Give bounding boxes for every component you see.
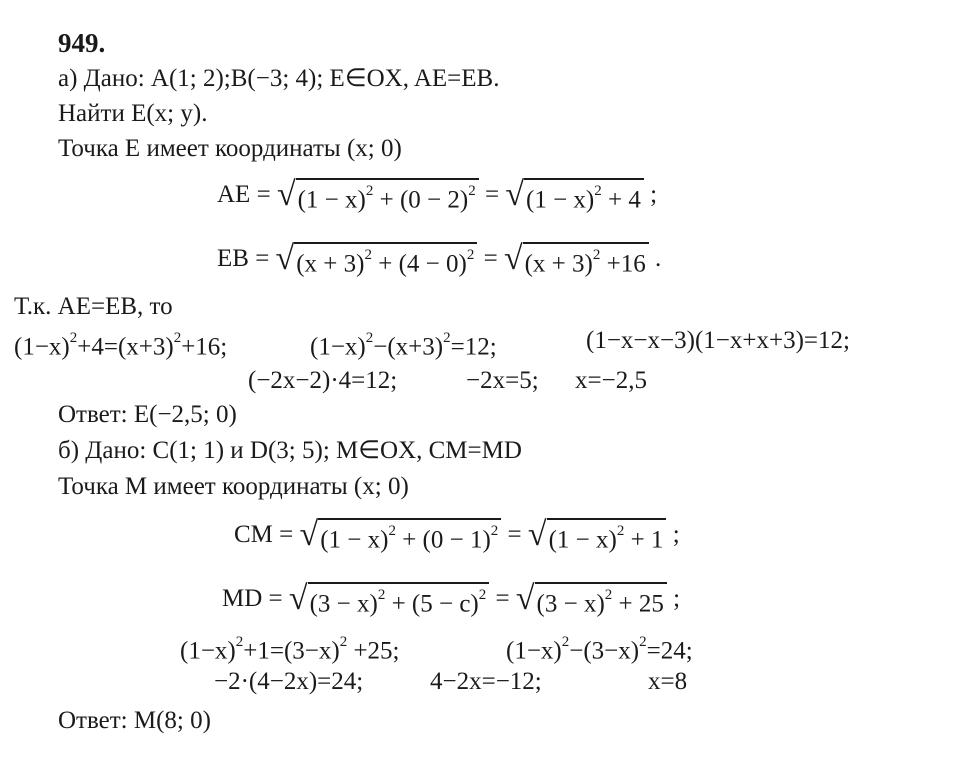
- ae-end: ;: [650, 180, 658, 208]
- equation-6: x=−2,5: [575, 367, 647, 394]
- eb-lhs: EB =: [217, 244, 270, 272]
- equation-5: −2x=5;: [466, 367, 539, 394]
- eb-radicand-1: $(x + 3)^2 + (4 - 0)^2$: [294, 242, 477, 278]
- cm-lhs: CM =: [234, 520, 294, 548]
- ae-radicand-2: $(1 - x)^2 + 4$: [524, 178, 644, 214]
- part-a-point-e: Точка E имеет координаты (x; 0): [58, 135, 402, 162]
- md-radicand-1: $(3 - x)^2 + (5 - c)^2$: [308, 582, 490, 618]
- equation-10: 4−2x=−12;: [430, 668, 542, 695]
- cm-end: ;: [672, 520, 680, 548]
- eb-radicand-2: $(x + 3)^2 +16$: [523, 242, 649, 278]
- sqrt-icon: √: [503, 240, 523, 278]
- ae-radicand-1: $(1 - x)^2 + (0 - 2)^2$: [296, 178, 479, 214]
- part-b-point-m: Точка M имеет координаты (x; 0): [58, 473, 409, 500]
- md-end: ;: [673, 584, 681, 612]
- equation-9: −2·(4−2x)=24;: [214, 668, 364, 695]
- part-a-given: а) Дано: A(1; 2);B(−3; 4); E∈OX, AE=EB.: [58, 65, 500, 92]
- equation-8: $(1-x)^2-(3-x)^2=24$;: [506, 634, 693, 665]
- cm-formula: [234, 518, 680, 554]
- eb-equals: =: [483, 244, 498, 272]
- equation-7: $(1-x)^2+1=(3-x)^2 +25$;: [180, 634, 400, 665]
- equation-1: $(1-x)^2+4=(x+3)^2+16$;: [14, 330, 228, 361]
- sqrt-icon: √: [276, 176, 296, 214]
- part-b-answer: Ответ: M(8; 0): [58, 707, 211, 734]
- cm-equals: =: [507, 520, 522, 548]
- problem-number: 949.: [58, 28, 106, 58]
- ae-lhs: AE =: [217, 180, 271, 208]
- sqrt-icon: √: [299, 516, 319, 554]
- sqrt-icon: √: [515, 580, 535, 618]
- sqrt-icon: √: [288, 580, 308, 618]
- md-radicand-2: $(3 - x)^2 + 25$: [535, 582, 667, 618]
- cm-radicand-1: $(1 - x)^2 + (0 - 1)^2$: [318, 518, 501, 554]
- md-formula: [222, 582, 680, 618]
- part-a-find: Найти E(x; y).: [58, 100, 208, 127]
- sqrt-icon: √: [275, 240, 295, 278]
- equation-2: $(1-x)^2-(x+3)^2=12$;: [310, 330, 497, 361]
- part-b-given: б) Дано: C(1; 1) и D(3; 5); M∈OX, CM=MD: [58, 437, 522, 464]
- md-equals: =: [495, 584, 510, 612]
- part-a-answer: Ответ: E(−2,5; 0): [58, 401, 237, 428]
- sqrt-icon: √: [527, 516, 547, 554]
- sqrt-icon: √: [505, 176, 524, 214]
- md-lhs: MD =: [222, 584, 283, 612]
- eb-formula: [217, 242, 661, 278]
- cm-radicand-2: $(1 - x)^2 + 1$: [547, 518, 667, 554]
- since-equal: Т.к. AE=EB, то: [14, 293, 173, 320]
- equation-11: x=8: [648, 668, 688, 695]
- ae-formula: [217, 178, 657, 214]
- equation-4: (−2x−2)·4=12;: [248, 367, 398, 394]
- eb-end: .: [654, 244, 662, 272]
- equation-3: (1−x−x−3)(1−x+x+3)=12;: [586, 327, 850, 354]
- ae-equals: =: [484, 180, 500, 208]
